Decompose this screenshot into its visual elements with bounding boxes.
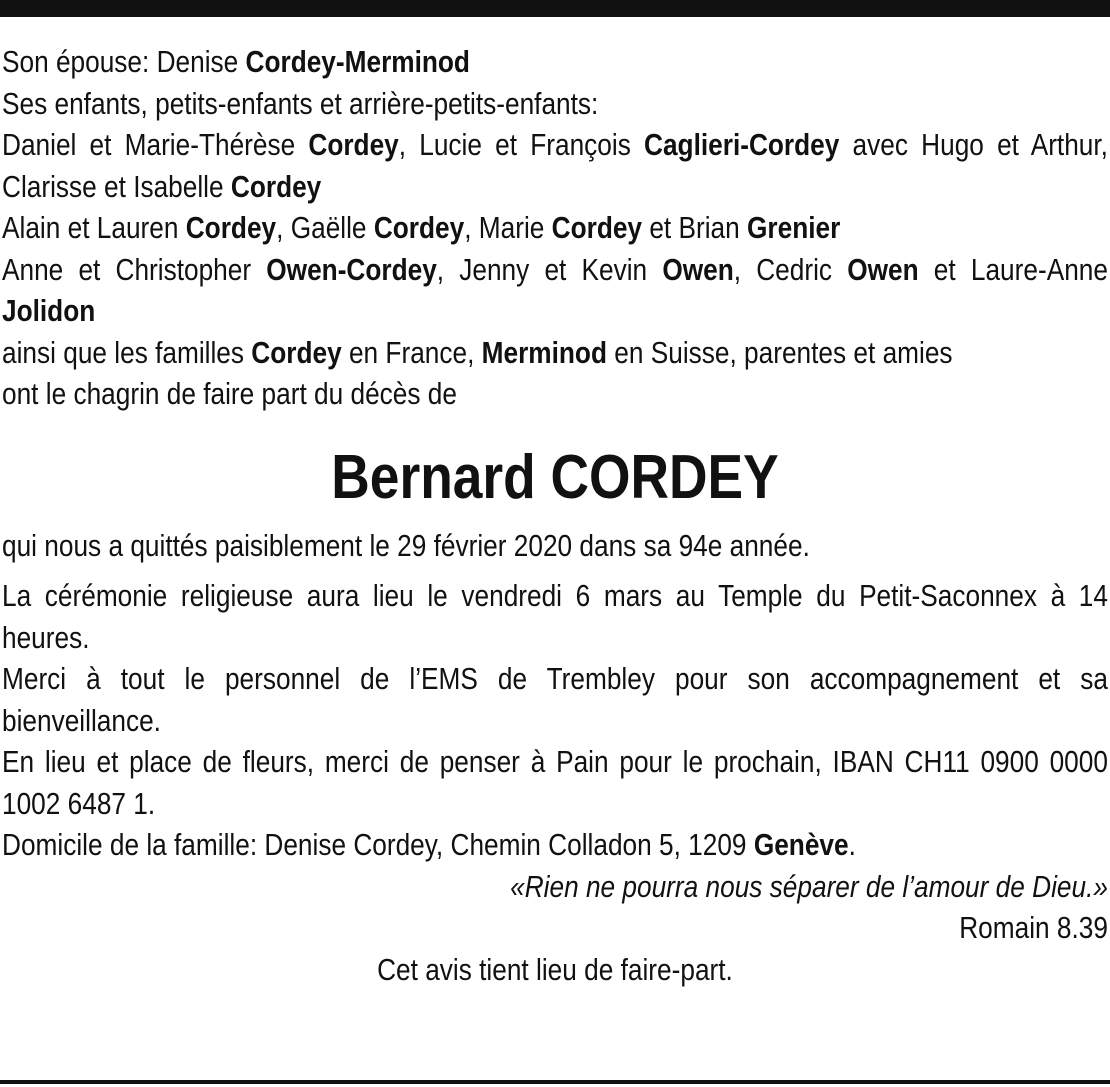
deceased-name: Bernard CORDEY [331, 442, 779, 512]
announcement-line: ont le chagrin de faire part du décès de [2, 377, 457, 411]
donation-text: En lieu et place de fleurs, merci de penser à Pain pour le prochain, IBAN CH11 0900 0000 1002 6487 1. [2, 745, 1108, 821]
family-line: Daniel et Marie-Thérèse Cordey, Lucie et François Caglieri-Cordey avec Hugo et Arthur, Clarisse et Isabelle Cordey [2, 128, 1108, 204]
top-rule [0, 0, 1110, 17]
surname: Cordey-Merminod [245, 45, 470, 79]
domicile-text: Domicile de la famille: Denise Cordey, Chemin Colladon 5, 1209 Genève. [2, 828, 856, 862]
passing-text: qui nous a quittés paisiblement le 29 février 2020 dans sa 94e année. [2, 528, 810, 563]
bottom-rule [0, 1080, 1110, 1084]
family-line: Alain et Lauren Cordey, Gaëlle Cordey, Marie Cordey et Brian Grenier [2, 211, 841, 245]
extended-family-line: ainsi que les familles Cordey en France, Merminod en Suisse, parentes et amies [2, 335, 953, 370]
family-line: Anne et Christopher Owen-Cordey, Jenny et Kevin Owen, Cedric Owen et Laure-Anne Jolidon [2, 252, 1108, 328]
closing-note: Cet avis tient lieu de faire-part. [377, 952, 733, 987]
bible-reference: Romain 8.39 [959, 911, 1108, 945]
ceremony-text: La cérémonie religieuse aura lieu le vendredi 6 mars au Temple du Petit-Saconnex à 14 heures. [2, 579, 1108, 655]
spouse-line: Son épouse: Denise Cordey-Merminod [2, 45, 470, 79]
bible-quote: «Rien ne pourra nous séparer de l’amour de Dieu.» [510, 869, 1108, 904]
death-notice [2, 42, 1108, 991]
children-intro: Ses enfants, petits-enfants et arrière-petits-enfants: [2, 86, 599, 121]
thanks-text: Merci à tout le personnel de l’EMS de Trembley pour son accompagnement et sa bienveillance. [2, 662, 1108, 738]
